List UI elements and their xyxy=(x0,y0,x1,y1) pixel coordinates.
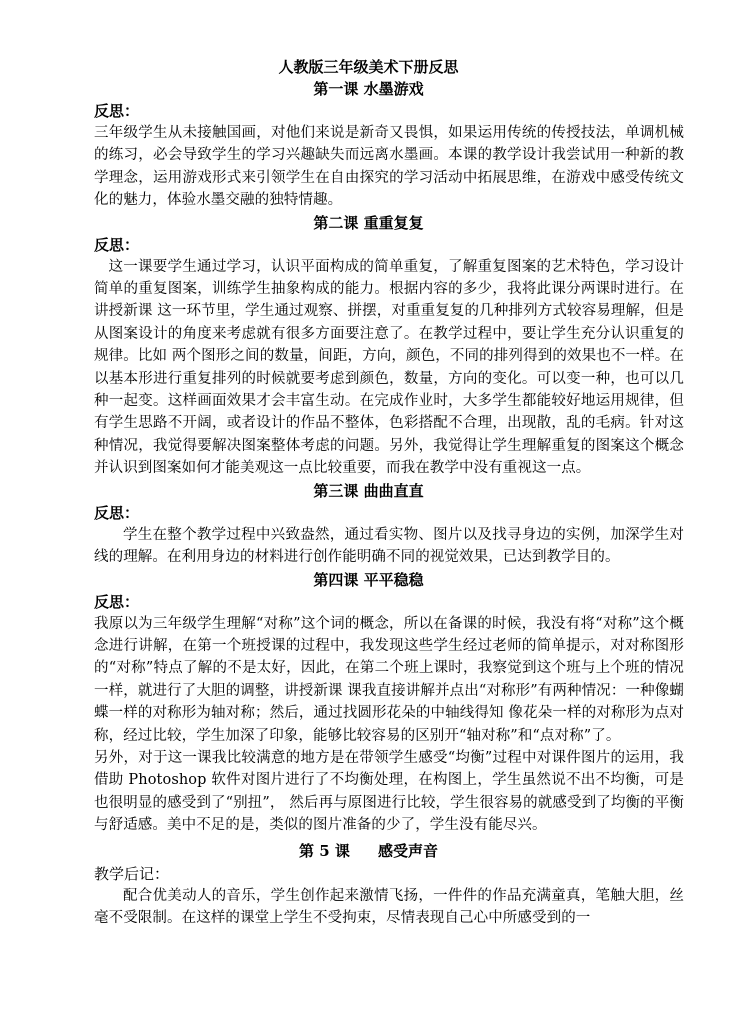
lesson-number: 第 5 课 xyxy=(299,841,350,860)
lesson-paragraph: 三年级学生从未接触国画，对他们来说是新奇又畏惧，如果运用传统的传授技法，单调机械的练习，必会导致学生的学习兴趣缺失而远离水墨画。本课的教学设计我尝试用一种新的教学理念，运用游戏形式来引领学生在自由探究的学习活动中拓展思维，在游戏中感受传统文化的魅力，体验水墨交融的独特情趣。 xyxy=(94,125,684,209)
lesson-title: 感受声音 xyxy=(377,841,438,860)
lesson-2 xyxy=(0,212,737,480)
lesson-paragraph: 我原以为三年级学生理解“对称”这个词的概念，所以在备课的时候，我没有将“对称”这个概念进行讲解，在第一个班授课的过程中，我发现这些学生经过老师的简单提示，对对称图形的“对称”特点了解的不是太好，因此，在第二个班上课时，我察觉到这个班与上个班的情况一样，就进行了大胆的调整，讲授新课 课我直接讲解并点出“对称形”有两种情况：一种像蝴蝶一样的对称形为轴对称；然后，通过找圆形花朵的中轴线得知 像花朵一样的对称形为点对称，经过比较，学生加深了印象，能够比较容易的区别开“轴对称”和“点对称”了。 xyxy=(94,615,684,744)
reflection-label: 反思： xyxy=(94,592,140,611)
lesson-heading: 第一课 水墨游戏 xyxy=(313,80,424,98)
lesson-paragraph: 学生在整个教学过程中兴致盎然，通过看实物、图片以及找寻身边的实例，加深学生对线的理解。在利用身边的材料进行创作能明确不同的视觉效果，已达到教学目的。 xyxy=(94,526,684,566)
lesson-paragraph: 另外，对于这一课我比较满意的地方是在带领学生感受“均衡”过程中对课件图片的运用，我借助 Photoshop 软件对图片进行了不均衡处理，在构图上，学生虽然说不出不均衡，可是也很明显的感受到了“别扭”， 然后再与原图进行比较，学生很容易的就感受到了均衡的平衡与舒适感。美中不足的是，类似的图片准备的少了，学生没有能尽兴。 xyxy=(94,749,684,834)
reflection-label: 反思： xyxy=(94,503,140,522)
lesson-heading: 第四课 平平稳稳 xyxy=(313,570,424,589)
teaching-notes-label: 教学后记： xyxy=(94,864,170,883)
lesson-paragraph: 配合优美动人的音乐，学生创作起来激情飞扬，一件件的作品充满童真，笔触大胆，丝毫不受限制。在这样的课堂上学生不受拘束，尽情表现自己心中所感受到的一 xyxy=(94,887,684,926)
lesson-4 xyxy=(0,569,737,837)
lesson-heading: 第二课 重重复复 xyxy=(313,213,424,232)
reflection-label: 反思： xyxy=(94,102,140,120)
lesson-5 xyxy=(0,839,737,930)
lesson-heading: 第三课 曲曲直直 xyxy=(313,481,424,500)
lesson-3 xyxy=(0,480,737,569)
reflection-label: 反思： xyxy=(94,235,140,254)
lesson-1 xyxy=(0,78,737,212)
lesson-paragraph: 这一课要学生通过学习，认识平面构成的简单重复，了解重复图案的艺术特色，学习设计简单的重复图案，训练学生抽象构成的能力。根据内容的多少，我将此课分两课时进行。在讲授新课 这一环节里，学生通过观察、拼摆，对重重复复的几种排列方式较容易理解，但是从图案设计的角度来考虑就有很多方面要注意了。在教学过程中，要让学生充分认识重复的规律。比如 两个图形之间的数量，间距，方向，颜色，不同的排列得到的效果也不一样。在以基本形进行重复排列的时候就要考虑到颜色，数量，方向的变化。可以变一种，也可以几种一起变。这样画面效果才会丰富生动。在完成作业时，大多学生都能较好地运用规律，但有学生思路不开阔，或者设计的作品不整体，色彩搭配不合理，出现散，乱的毛病。针对这种情况，我觉得要解决图案整体考虑的问题。另外，我觉得让学生理解重复的图案这个概念并认识到图案如何才能美观这一点比较重要，而我在教学中没有重视这一点。 xyxy=(94,258,684,477)
lesson-heading xyxy=(0,839,737,863)
document-title: 人教版三年级美术下册反思 xyxy=(278,58,459,76)
